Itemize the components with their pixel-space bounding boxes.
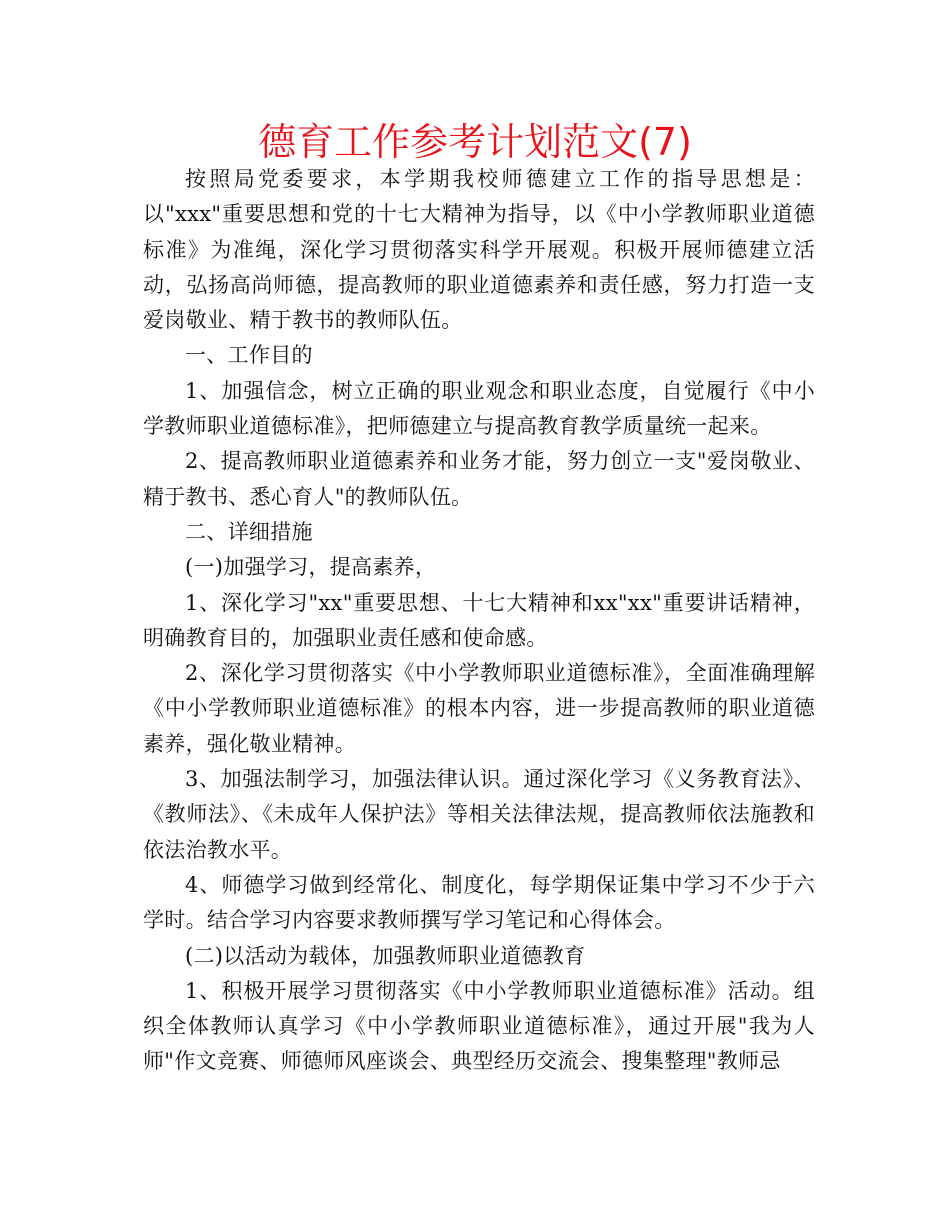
paragraph-goal-1: 1、加强信念，树立正确的职业观念和职业态度，自觉履行《中小学教师职业道德标准》，把师德建立与提高教育教学质量统一起来。 [143, 378, 815, 439]
paragraph-goal-2: 2、提高教师职业道德素养和业务才能，努力创立一支"爱岗敬业、精于教书、悉心育人"的教师队伍。 [143, 449, 815, 509]
paragraph-study-1: 1、深化学习"xx"重要思想、十七大精神和xx"xx"重要讲话精神，明确教育目的，加强职业责任感和使命感。 [143, 590, 815, 650]
paragraph-intro: 按照局党委要求，本学期我校师德建立工作的指导思想是：以"xxx"重要思想和党的十七大精神为指导，以《中小学教师职业道德标准》为准绳，深化学习贯彻落实科学开展观。积极开展师德建立活动，弘扬高尚师德，提高教师的职业道德素养和责任感，努力打造一支爱岗敬业、精于教书的教师队伍。 [143, 167, 815, 333]
subheading-activities: (二)以活动为载体，加强教师职业道德教育 [185, 943, 586, 968]
paragraph-study-3: 3、加强法制学习，加强法律认识。通过深化学习《义务教育法》、《教师法》、《未成年人保护法》等相关法律法规，提高教师依法施教和依法治教水平。 [143, 767, 815, 862]
heading-measures: 二、详细措施 [185, 519, 313, 544]
subheading-study: (一)加强学习，提高素养， [185, 555, 437, 580]
paragraph-activity-1: 1、积极开展学习贯彻落实《中小学教师职业道德标准》活动。组织全体教师认真学习《中小学教师职业道德标准》，通过开展"我为人师"作文竞赛、师德师风座谈会、典型经历交流会、搜集整理"教师忌 [143, 978, 815, 1074]
paragraph-study-4: 4、师德学习做到经常化、制度化，每学期保证集中学习不少于六学时。结合学习内容要求教师撰写学习笔记和心得体会。 [143, 872, 815, 933]
paragraph-study-2: 2、深化学习贯彻落实《中小学教师职业道德标准》，全面准确理解《中小学教师职业道德标准》的根本内容，进一步提高教师的职业道德素养，强化敬业精神。 [143, 661, 815, 756]
heading-goals: 一、工作目的 [185, 343, 313, 368]
document-body [143, 162, 815, 1080]
document-title: 德育工作参考计划范文(7) [258, 120, 692, 164]
